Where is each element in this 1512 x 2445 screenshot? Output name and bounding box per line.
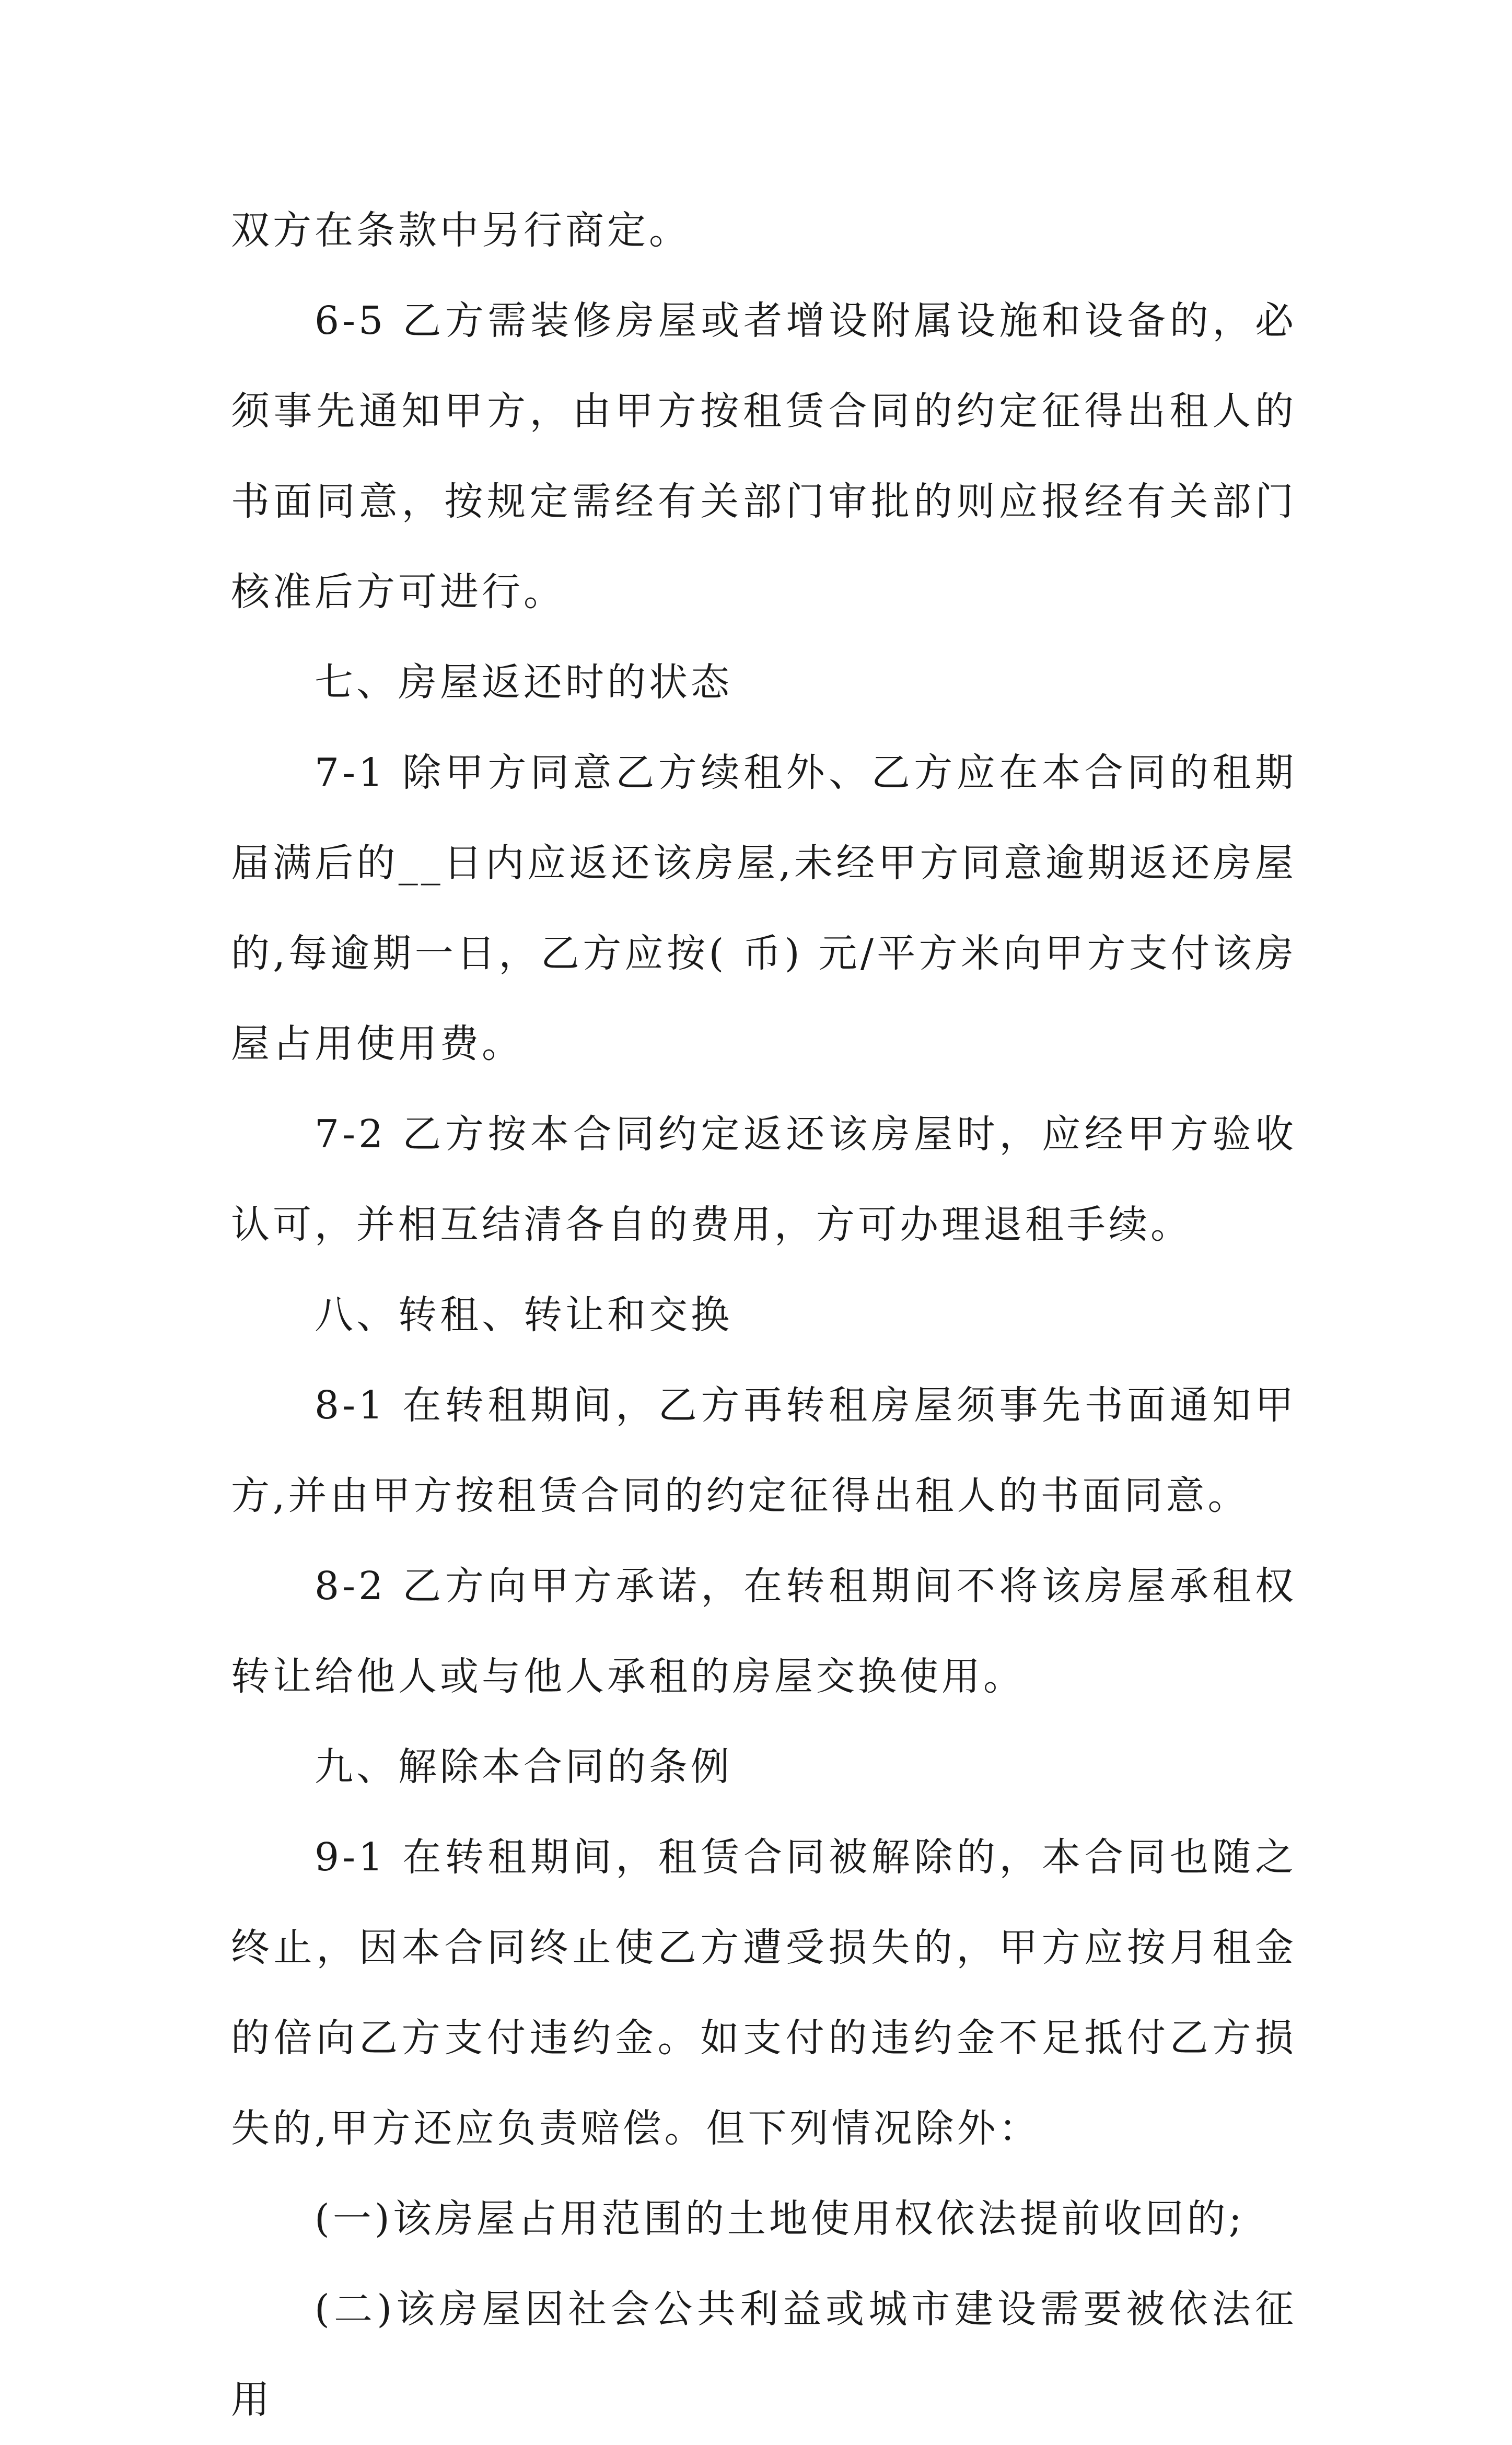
exception-item-1: (一)该房屋占用范围的土地使用权依法提前收回的; bbox=[315, 2196, 1245, 2241]
section-heading-9: 九、解除本合同的条例 bbox=[315, 1744, 732, 1789]
clause-8-2: 8-2 乙方向甲方承诺，在转租期间不将该房屋承租权转让给他人或与他人承租的房屋交换使用。 bbox=[231, 1564, 1297, 1699]
paragraph-continuation: 双方在条款中另行商定。 bbox=[231, 208, 691, 253]
clause-7-1: 7-1 除甲方同意乙方续租外、乙方应在本合同的租期届满后的__日内应返还该房屋,未经甲方同意逾期返还房屋的,每逾期一日，乙方应按( 币) 元/平方米向甲方支付该房屋占用使用费。 bbox=[231, 750, 1297, 1066]
exception-item-2: (二)该房屋因社会公共利益或城市建设需要被依法征用 bbox=[231, 2287, 1297, 2422]
clause-7-2: 7-2 乙方按本合同约定返还该房屋时，应经甲方验收认可，并相互结清各自的费用，方可办理退租手续。 bbox=[231, 1112, 1297, 1247]
clause-9-1: 9-1 在转租期间，租赁合同被解除的，本合同也随之终止，因本合同终止使乙方遭受损失的，甲方应按月租金的倍向乙方支付违约金。如支付的违约金不足抵付乙方损失的,甲方还应负责赔偿。但下列情况除外： bbox=[231, 1835, 1297, 2151]
clause-8-1: 8-1 在转租期间，乙方再转租房屋须事先书面通知甲方,并由甲方按租赁合同的约定征得出租人的书面同意。 bbox=[231, 1383, 1297, 1518]
section-heading-7: 七、房屋返还时的状态 bbox=[315, 660, 732, 705]
document-body bbox=[231, 185, 1297, 2445]
section-heading-8: 八、转租、转让和交换 bbox=[315, 1293, 732, 1337]
clause-6-5: 6-5 乙方需装修房屋或者增设附属设施和设备的，必须事先通知甲方，由甲方按租赁合同的约定征得出租人的书面同意，按规定需经有关部门审批的则应报经有关部门核准后方可进行。 bbox=[231, 298, 1297, 614]
